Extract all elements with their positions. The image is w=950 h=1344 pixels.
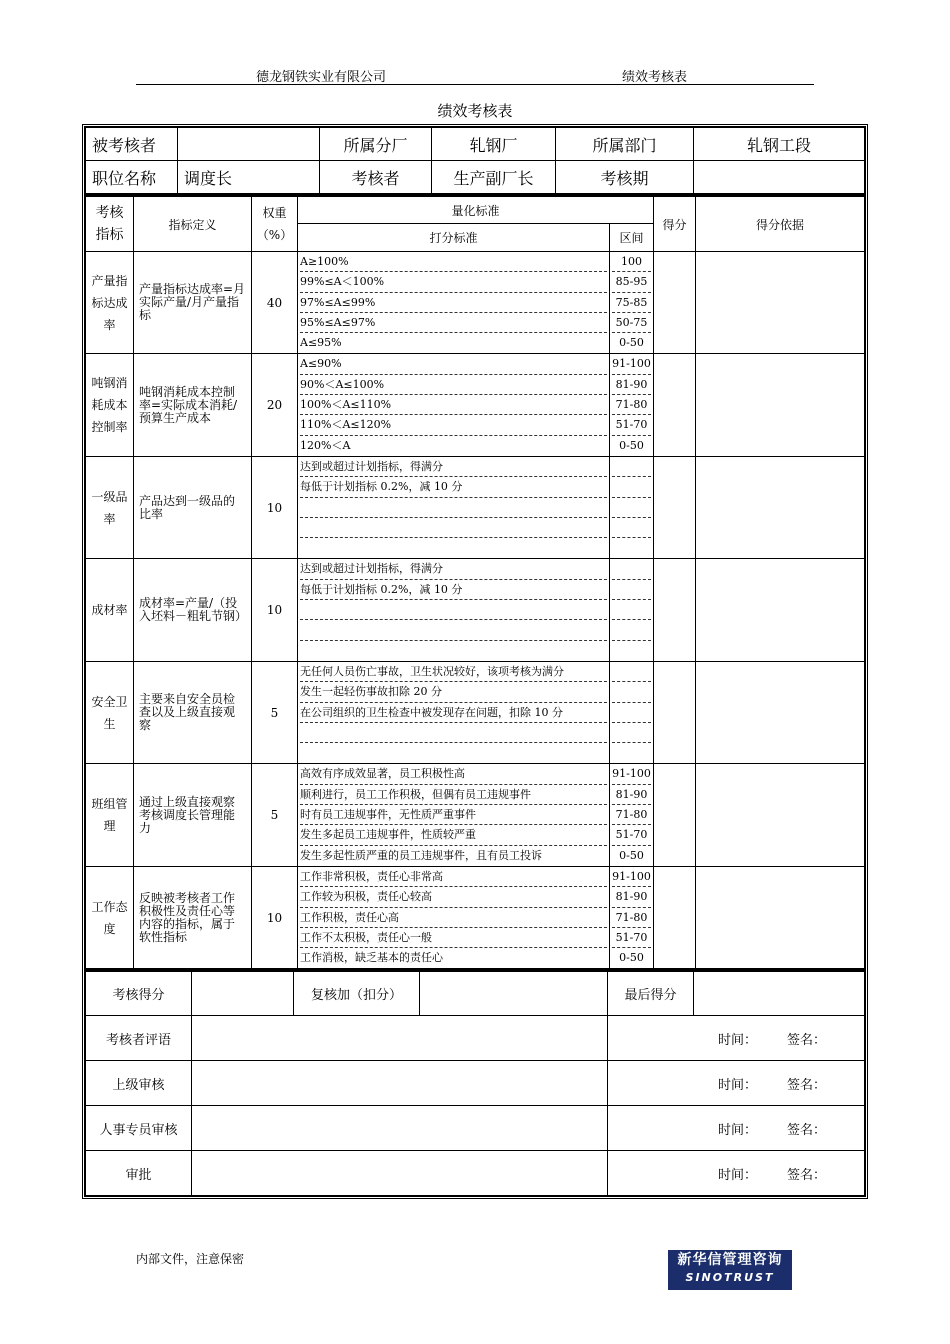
confidential-note: 内部文件，注意保密 xyxy=(136,1252,245,1266)
sinotrust-logo xyxy=(668,1250,792,1290)
kpi-name: 吨钢消耗成本控制率 xyxy=(86,354,134,456)
kpi-row xyxy=(86,866,865,968)
kpi-ranges xyxy=(610,764,654,866)
range-line: 0-50 xyxy=(619,848,644,862)
info-value-position[interactable]: 调度长 xyxy=(178,161,320,194)
range-line: 71-80 xyxy=(612,395,651,415)
kpi-basis[interactable] xyxy=(696,252,865,354)
kpi-ranges xyxy=(610,661,654,763)
range-line xyxy=(612,457,651,477)
info-label-appraisee: 被考核者 xyxy=(86,128,178,161)
range-line xyxy=(612,580,651,600)
kpi-row xyxy=(86,559,865,661)
kpi-weight: 10 xyxy=(252,456,298,558)
kpi-score[interactable] xyxy=(654,252,696,354)
criteria-line: 工作非常积极，责任心非常高 xyxy=(300,867,607,887)
range-line xyxy=(612,723,651,743)
range-line xyxy=(612,682,651,702)
info-value-appraiser[interactable]: 生产副厂长 xyxy=(432,161,556,194)
kpi-row xyxy=(86,456,865,558)
range-line: 91-100 xyxy=(612,867,651,887)
criteria-line: 工作不太积极，责任心一般 xyxy=(300,928,607,948)
info-label-department: 所属部门 xyxy=(556,128,694,161)
kpi-definition: 主要来自安全员检查以及上级直接观察 xyxy=(134,661,252,763)
time-label: 时间： xyxy=(718,1077,758,1093)
range-line: 0-50 xyxy=(619,336,644,350)
score-label: 考核得分 xyxy=(86,971,192,1016)
kpi-name: 一级品率 xyxy=(86,456,134,558)
kpi-criteria xyxy=(298,866,610,968)
range-line: 100 xyxy=(612,252,651,272)
range-line xyxy=(612,662,651,682)
range-line: 71-80 xyxy=(612,908,651,928)
score-row xyxy=(86,971,865,1016)
criteria-line xyxy=(300,600,607,620)
kpi-header-row-1 xyxy=(86,196,865,224)
col-indicator: 考核指标 xyxy=(86,196,134,252)
review-value[interactable] xyxy=(420,971,608,1016)
kpi-basis[interactable] xyxy=(696,866,865,968)
criteria-line: 无任何人员伤亡事故，卫生状况较好，该项考核为满分 xyxy=(300,662,607,682)
col-score: 得分 xyxy=(654,196,696,252)
range-line: 0-50 xyxy=(619,438,644,452)
final-score-label: 最后得分 xyxy=(608,971,694,1016)
kpi-name: 安全卫生 xyxy=(86,661,134,763)
col-definition: 指标定义 xyxy=(134,196,252,252)
range-line: 75-85 xyxy=(612,293,651,313)
range-line: 81-90 xyxy=(612,785,651,805)
range-line xyxy=(612,498,651,518)
criteria-line: 每低于计划指标 0.2%，减 10 分 xyxy=(300,477,607,497)
approval-row xyxy=(86,1151,865,1196)
kpi-basis[interactable] xyxy=(696,559,865,661)
range-line xyxy=(612,703,651,723)
kpi-criteria xyxy=(298,559,610,661)
kpi-score[interactable] xyxy=(654,354,696,456)
range-line: 50-75 xyxy=(612,313,651,333)
criteria-line: 120%＜A xyxy=(300,438,351,452)
range-line xyxy=(612,743,651,763)
score-value[interactable] xyxy=(192,971,294,1016)
kpi-score[interactable] xyxy=(654,661,696,763)
kpi-weight: 40 xyxy=(252,252,298,354)
criteria-line xyxy=(300,498,607,518)
range-line xyxy=(612,641,651,661)
col-scoring: 打分标准 xyxy=(298,224,610,252)
info-label-position: 职位名称 xyxy=(86,161,178,194)
final-score-value[interactable] xyxy=(694,971,865,1016)
approval-sign-area[interactable] xyxy=(608,1016,865,1061)
sign-label: 签名： xyxy=(787,1167,827,1183)
criteria-line: 90%＜A≤100% xyxy=(300,375,607,395)
col-basis: 得分依据 xyxy=(696,196,865,252)
kpi-ranges xyxy=(610,559,654,661)
criteria-line: A≤95% xyxy=(300,336,342,350)
approval-sign-area[interactable] xyxy=(608,1106,865,1151)
range-line: 51-70 xyxy=(612,928,651,948)
kpi-criteria xyxy=(298,661,610,763)
kpi-definition: 产品达到一级品的比率 xyxy=(134,456,252,558)
criteria-line: A≥100% xyxy=(300,252,607,272)
info-label-branch: 所属分厂 xyxy=(320,128,432,161)
criteria-line: 发生多起员工违规事件，性质较严重 xyxy=(300,825,607,845)
criteria-line: 95%≤A≤97% xyxy=(300,313,607,333)
criteria-line: 在公司组织的卫生检查中被发现存在问题，扣除 10 分 xyxy=(300,703,607,723)
col-weight: 权重（%） xyxy=(252,196,298,252)
kpi-ranges xyxy=(610,252,654,354)
criteria-line: 97%≤A≤99% xyxy=(300,293,607,313)
criteria-line: A≤90% xyxy=(300,354,607,374)
range-line xyxy=(612,538,651,558)
kpi-row xyxy=(86,661,865,763)
header-company: 德龙钢铁实业有限公司 xyxy=(256,70,387,85)
info-row-2 xyxy=(86,161,865,194)
criteria-line: 达到或超过计划指标，得满分 xyxy=(300,559,607,579)
page-title: 绩效考核表 xyxy=(437,102,513,120)
review-label: 复核加（扣分） xyxy=(294,971,420,1016)
info-label-appraiser: 考核者 xyxy=(320,161,432,194)
time-label: 时间： xyxy=(718,1167,758,1183)
criteria-line: 工作积极，责任心高 xyxy=(300,908,607,928)
approval-label: 人事专员审核 xyxy=(86,1106,192,1151)
criteria-line: 每低于计划指标 0.2%，减 10 分 xyxy=(300,580,607,600)
criteria-line: 工作较为积极，责任心较高 xyxy=(300,887,607,907)
info-row-1 xyxy=(86,128,865,161)
criteria-line xyxy=(300,620,607,640)
range-line: 91-100 xyxy=(612,354,651,374)
approval-row xyxy=(86,1016,865,1061)
approval-comment[interactable] xyxy=(192,1106,608,1151)
col-quant: 量化标准 xyxy=(298,196,654,224)
kpi-weight: 20 xyxy=(252,354,298,456)
kpi-definition: 成材率=产量/（投入坯料－粗轧节钢） xyxy=(134,559,252,661)
approval-label: 上级审核 xyxy=(86,1061,192,1106)
kpi-definition: 通过上级直接观察考核调度长管理能力 xyxy=(134,764,252,866)
range-line xyxy=(612,620,651,640)
kpi-ranges xyxy=(610,354,654,456)
time-label: 时间： xyxy=(718,1032,758,1048)
kpi-weight: 5 xyxy=(252,661,298,763)
range-line: 91-100 xyxy=(612,764,651,784)
approval-table xyxy=(85,969,865,1196)
criteria-line: 110%＜A≤120% xyxy=(300,415,607,435)
kpi-name: 产量指标达成率 xyxy=(86,252,134,354)
kpi-criteria xyxy=(298,354,610,456)
evaluation-form xyxy=(82,124,868,1199)
header-rule xyxy=(136,84,814,85)
col-range: 区间 xyxy=(610,224,654,252)
criteria-line xyxy=(300,641,607,661)
kpi-ranges xyxy=(610,456,654,558)
logo-en: SINOTRUST xyxy=(685,1271,775,1284)
kpi-name: 成材率 xyxy=(86,559,134,661)
kpi-score[interactable] xyxy=(654,764,696,866)
info-value-department[interactable]: 轧钢工段 xyxy=(694,128,865,161)
approval-label: 考核者评语 xyxy=(86,1016,192,1061)
kpi-name: 班组管理 xyxy=(86,764,134,866)
range-line xyxy=(612,477,651,497)
kpi-basis[interactable] xyxy=(696,354,865,456)
time-label: 时间： xyxy=(718,1122,758,1138)
range-line: 51-70 xyxy=(612,825,651,845)
kpi-criteria xyxy=(298,252,610,354)
kpi-definition: 反映被考核者工作积极性及责任心等内容的指标，属于软性指标 xyxy=(134,866,252,968)
sign-label: 签名： xyxy=(787,1077,827,1093)
approval-comment[interactable] xyxy=(192,1061,608,1106)
kpi-row xyxy=(86,764,865,866)
info-label-period: 考核期 xyxy=(556,161,694,194)
range-line: 71-80 xyxy=(612,805,651,825)
kpi-weight: 5 xyxy=(252,764,298,866)
kpi-definition: 产量指标达成率=月实际产量/月产量指标 xyxy=(134,252,252,354)
kpi-body xyxy=(86,252,865,969)
kpi-criteria xyxy=(298,456,610,558)
criteria-line xyxy=(300,723,607,743)
kpi-weight: 10 xyxy=(252,559,298,661)
kpi-score[interactable] xyxy=(654,866,696,968)
header-doc-name: 绩效考核表 xyxy=(622,70,688,85)
range-line xyxy=(612,600,651,620)
criteria-line: 发生多起性质严重的员工违规事件，且有员工投诉 xyxy=(300,848,542,862)
approval-comment[interactable] xyxy=(192,1151,608,1196)
range-line xyxy=(612,559,651,579)
kpi-row xyxy=(86,252,865,354)
approval-sign-area[interactable] xyxy=(608,1061,865,1106)
approval-sign-area[interactable] xyxy=(608,1151,865,1196)
criteria-line: 时有员工违规事件，无性质严重事件 xyxy=(300,805,607,825)
criteria-line: 99%≤A＜100% xyxy=(300,272,607,292)
range-line xyxy=(612,518,651,538)
kpi-weight: 10 xyxy=(252,866,298,968)
kpi-basis[interactable] xyxy=(696,661,865,763)
approval-body xyxy=(86,1016,865,1196)
range-line: 81-90 xyxy=(612,887,651,907)
criteria-line: 高效有序成效显著，员工积极性高 xyxy=(300,764,607,784)
criteria-line: 工作消极，缺乏基本的责任心 xyxy=(300,951,443,965)
kpi-table xyxy=(85,194,865,969)
criteria-line xyxy=(300,518,607,538)
approval-label: 审批 xyxy=(86,1151,192,1196)
criteria-line: 顺利进行，员工工作积极，但偶有员工违规事件 xyxy=(300,785,607,805)
kpi-row xyxy=(86,354,865,456)
info-table xyxy=(85,127,865,194)
criteria-line xyxy=(300,743,607,763)
range-line: 81-90 xyxy=(612,375,651,395)
range-line: 85-95 xyxy=(612,272,651,292)
range-line: 51-70 xyxy=(612,415,651,435)
range-line: 0-50 xyxy=(619,951,644,965)
kpi-ranges xyxy=(610,866,654,968)
sign-label: 签名： xyxy=(787,1122,827,1138)
approval-comment[interactable] xyxy=(192,1016,608,1061)
approval-row xyxy=(86,1061,865,1106)
kpi-definition: 吨钢消耗成本控制率=实际成本消耗/预算生产成本 xyxy=(134,354,252,456)
criteria-line: 发生一起轻伤事故扣除 20 分 xyxy=(300,682,607,702)
info-value-period[interactable] xyxy=(694,161,865,194)
kpi-criteria xyxy=(298,764,610,866)
sign-label: 签名： xyxy=(787,1032,827,1048)
kpi-basis[interactable] xyxy=(696,764,865,866)
criteria-line: 达到或超过计划指标，得满分 xyxy=(300,457,607,477)
kpi-score[interactable] xyxy=(654,559,696,661)
kpi-name: 工作态度 xyxy=(86,866,134,968)
approval-row xyxy=(86,1106,865,1151)
info-value-branch[interactable]: 轧钢厂 xyxy=(432,128,556,161)
criteria-line xyxy=(300,538,607,558)
logo-cn: 新华信管理咨询 xyxy=(677,1252,783,1268)
kpi-basis[interactable] xyxy=(696,456,865,558)
kpi-score[interactable] xyxy=(654,456,696,558)
info-value-appraisee[interactable] xyxy=(178,128,320,161)
criteria-line: 100%＜A≤110% xyxy=(300,395,607,415)
